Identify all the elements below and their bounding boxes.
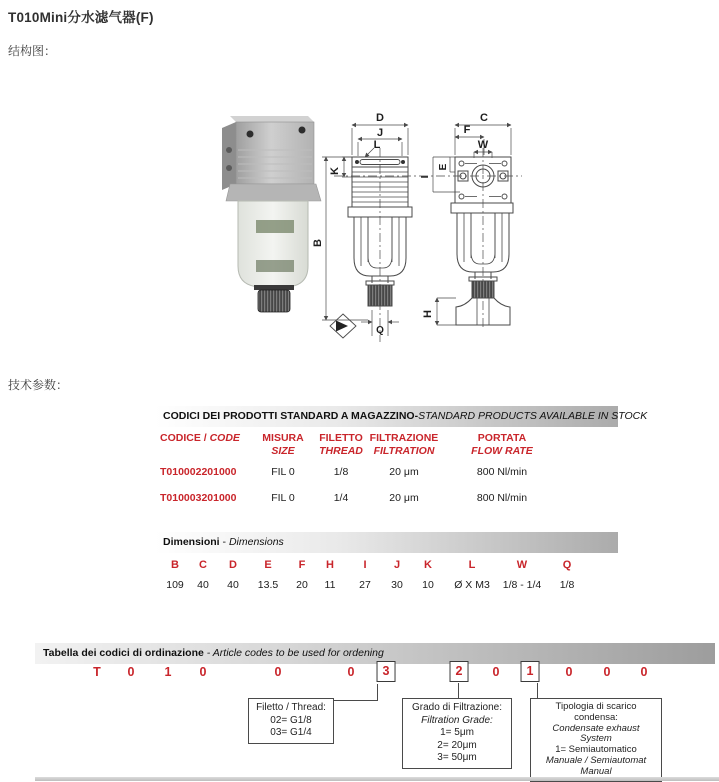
col-header-flow-rate: PORTATA FLOW RATE [471,432,533,457]
callout-line: 1= Semiautomatico [555,744,637,756]
ordering-title-it: Tabella dei codici di ordinazione [43,647,204,659]
dim-letter: F [298,559,306,571]
dim-letter: J [393,559,401,571]
photo-head-side-face [222,122,236,190]
dim-letter: E [264,559,272,571]
code-char: 0 [640,665,648,679]
callout-thread [248,698,334,744]
photo-filter-element [256,220,294,233]
dim-letter: B [171,559,179,571]
photo-screw-right [299,127,306,134]
page-title: T010Mini分水滤气器(F) [8,10,154,25]
dim-label-F: F [463,124,471,136]
side-view [433,125,513,330]
code-char: 0 [347,665,355,679]
tech-params-label: 技术参数： [8,378,69,392]
dim-letter: H [326,559,334,571]
dim-value: 20 [296,579,308,591]
dim-value: 13.5 [257,579,279,591]
dim-label-C: C [480,112,488,124]
callout-line: 3= 50μm [437,752,477,763]
callout-line: System [580,733,612,745]
product-flow: 800 Nl/min [476,466,528,478]
code-char: 0 [565,665,573,679]
dim-label-W: W [477,139,489,151]
connector-line-exhaust [537,683,538,698]
callout-line: 03= G1/4 [270,727,312,738]
dim-value: 40 [227,579,239,591]
product-size: FIL 0 [271,492,295,504]
connector-line-filtration [458,683,459,698]
dim-value: 1/8 [559,579,575,591]
dim-label-J: J [376,127,384,139]
product-size: FIL 0 [271,466,295,478]
product-photo [222,116,321,312]
callout-line: Filetto / Thread: [256,702,326,713]
callout-line: condensa: [574,711,618,723]
photo-bowl [238,201,308,287]
stock-title-it: CODICI DEI PRODOTTI STANDARD A MAGAZZINO- [163,410,419,422]
dimensions-header-bar: Dimensioni - Dimensions [155,532,618,553]
product-filtration: 20 μm [389,466,419,478]
dim-label-Q: Q [376,325,384,336]
structure-diagram-label: 结构图： [8,44,57,58]
stock-table-header-bar [155,406,648,427]
callout-line: Manuale / Semiautomat [545,754,647,766]
callout-line: Condensate exhaust [552,722,640,734]
product-code: T010002201000 [160,466,237,478]
photo-drain-knob [258,290,290,312]
dim-label-H: H [422,310,434,318]
product-thread: 1/8 [333,466,349,478]
code-char: 0 [274,665,282,679]
dim-value: 27 [359,579,371,591]
callout-filtration [402,698,512,769]
col-header-code: CODICE / CODE [160,432,240,444]
dim-value: 40 [197,579,209,591]
product-thread: 1/4 [333,492,349,504]
code-char: 0 [603,665,611,679]
callout-line: Manual [580,765,612,777]
dim-letter: L [468,559,476,571]
photo-collar [226,184,321,201]
product-filtration: 20 μm [389,492,419,504]
callout-exhaust [530,698,662,782]
dim-label-K: K [329,167,341,175]
dim-letter: D [229,559,237,571]
dim-letter: K [424,559,432,571]
dim-label-D: D [376,112,384,124]
col-header-size: MISURA SIZE [262,432,304,457]
code-char-exhaust: 1 [521,661,540,682]
callout-line: 1= 5μm [440,727,474,738]
callout-line: Filtration Grade: [421,714,493,726]
code-char: 1 [164,665,172,679]
dim-value: Ø X M3 [454,579,490,591]
code-char: 0 [492,665,500,679]
callout-line: 02= G1/8 [270,714,312,726]
connector-line-thread [330,684,378,701]
col-header-filtration: FILTRAZIONE FILTRATION [369,432,439,457]
code-char-thread: 3 [377,661,396,682]
stock-title-en: STANDARD PRODUCTS AVAILABLE IN STOCK [418,410,648,422]
product-flow: 800 Nl/min [476,492,528,504]
dim-value: 1/8 - 1/4 [502,579,542,591]
code-char: 0 [199,665,207,679]
product-code: T010003201000 [160,492,237,504]
dims-title-it: Dimensioni [163,536,220,548]
ordering-title-en: - Article codes to be used for ordening [206,647,384,659]
photo-screw-left [247,131,254,138]
dim-letter: C [199,559,207,571]
code-char-filtration: 2 [450,661,469,682]
dim-label-E: E [438,163,449,171]
ordering-header-bar [35,643,715,664]
dim-label-L: L [373,139,381,151]
callout-line: Tipologia di scarico [555,701,637,712]
code-char: 0 [127,665,135,679]
dim-letter: Q [562,559,572,571]
dim-label-I: I [420,175,431,179]
dim-value: 11 [324,579,336,591]
callout-line: 2= 20μm [437,739,477,751]
col-header-thread: FILETTO THREAD [319,432,363,457]
dims-title-en: Dimensions [228,536,284,548]
dim-label-B: B [312,239,324,247]
dim-letter: I [363,559,367,571]
dim-letter: W [516,559,528,571]
callout-line: Grado di Filtrazione: [411,702,503,713]
code-char: T [93,665,101,679]
bottom-divider [35,777,719,781]
dim-value: 109 [166,579,184,591]
dim-value: 10 [422,579,434,591]
dim-value: 30 [391,579,403,591]
